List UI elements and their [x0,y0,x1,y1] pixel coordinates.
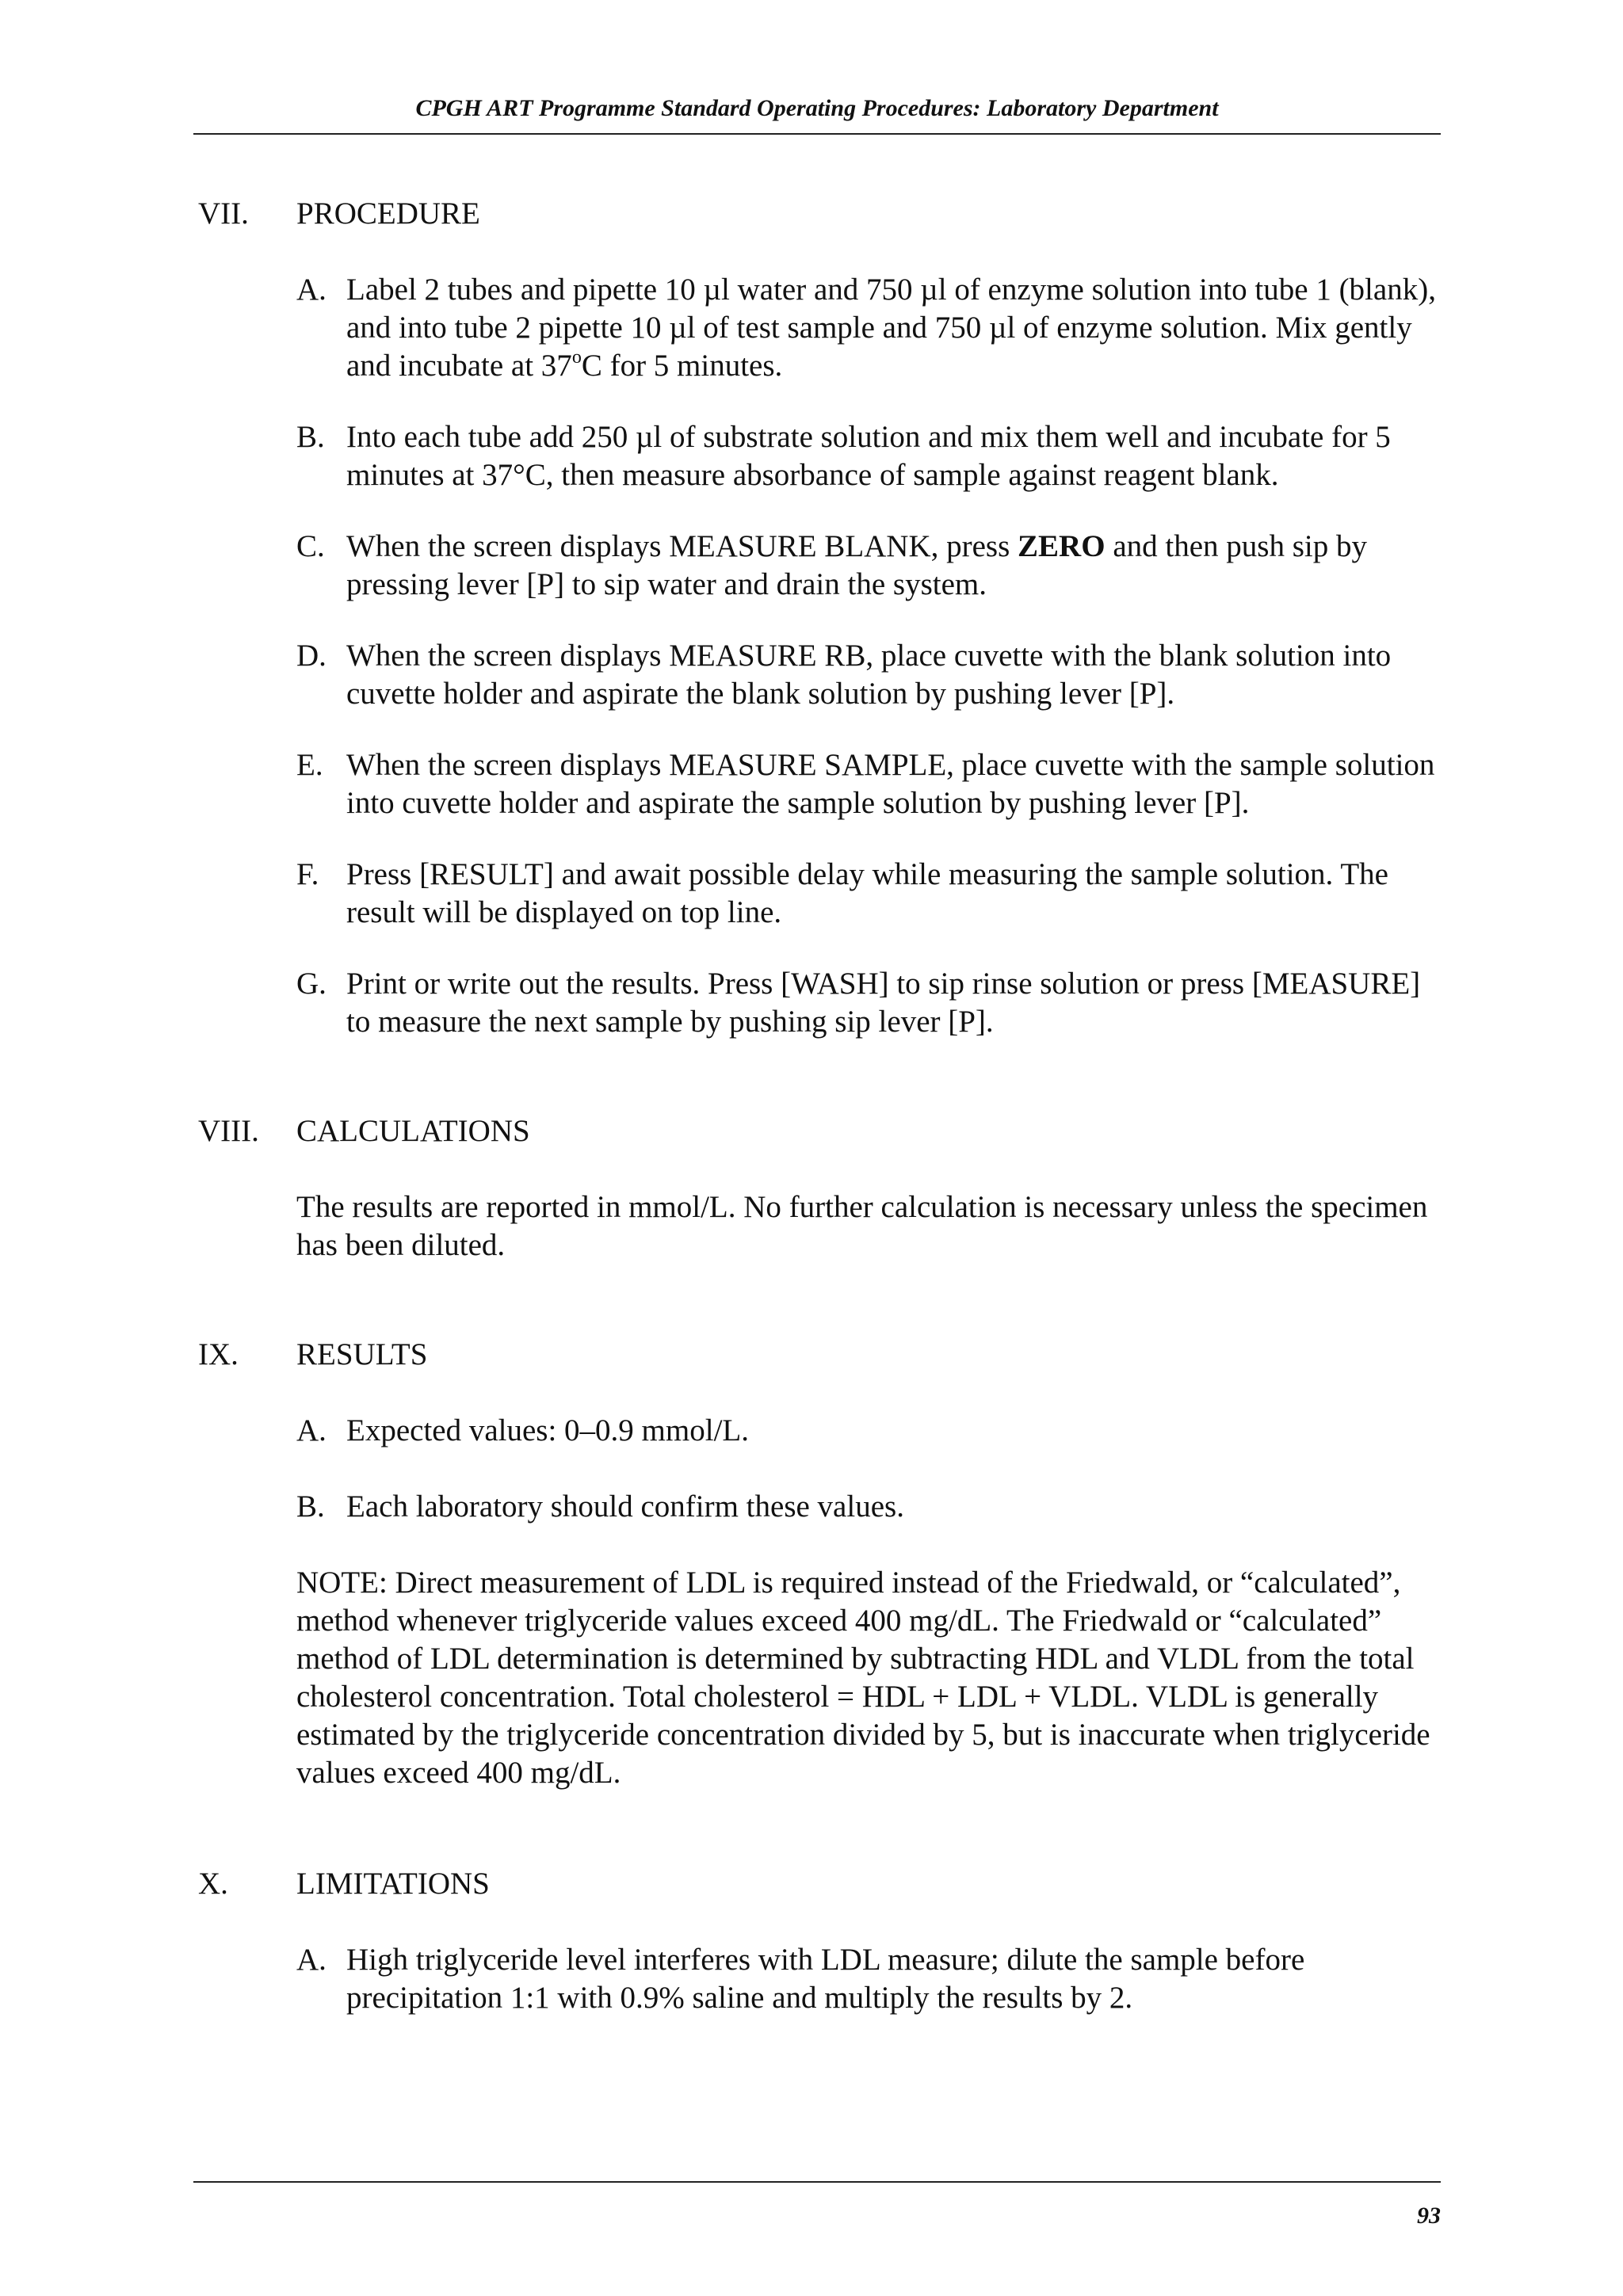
section-heading [198,1865,1450,1903]
step-text-part: When the screen displays MEASURE BLANK, press [346,529,1018,563]
step-letter: C. [296,529,325,563]
section-calculations [198,1112,1450,1264]
step-text [346,271,1450,385]
step-text [346,528,1450,604]
results-note: NOTE: Direct measurement of LDL is required instead of the Friedwald, or “calculated”, method whenever triglyceride values exceed 400 mg/dL. The Friedwald or “calculated” method of LDL determination is determined by subtracting HDL and VLDL from the total cholesterol concentration. Total cholesterol = HDL + LDL + VLDL. VLDL is generally estimated by the triglyceride concentration divided by 5, but is inaccurate when triglyceride values exceed 400 mg/dL. [296,1566,1430,1790]
item-text: High triglyceride level interferes with LDL measure; dilute the sample before precipitation 1:1 with 0.9% saline and multiply the results by 2. [346,1943,1305,2015]
section-title: RESULTS [296,1337,428,1371]
step-letter: F. [296,857,319,891]
section-results [198,1336,1450,1792]
step-text-part: Label 2 tubes and pipette 10 µl water and 750 µl of enzyme solution into tube 1 (blank), and into tube 2 pipette 10 µl of test sample and 750 µl of enzyme solution. Mix gently and incubate at 37 [346,273,1436,383]
step-letter: E. [296,748,323,782]
item-text: Expected values: 0–0.9 mmol/L. [346,1413,749,1447]
section-limitations [198,1865,1450,2017]
step-text: Press [RESULT] and await possible delay while measuring the sample solution. The result will be displayed on top line. [346,857,1388,929]
step-letter: G. [296,967,327,1001]
footer-divider [193,2181,1441,2183]
procedure-step-e [296,746,1450,822]
page-body [198,195,1450,2017]
procedure-step-d [296,637,1450,713]
limitations-item-a [296,1941,1450,2017]
step-text: When the screen displays MEASURE SAMPLE, place cuvette with the sample solution into cuvette holder and aspirate the sample solution by pushing lever [P]. [346,748,1435,820]
procedure-step-c [296,528,1450,604]
item-letter: A. [296,1943,327,1977]
step-text: Print or write out the results. Press [WASH] to sip rinse solution or press [MEASURE] to measure the next sample by pushing sip lever [P]. [346,967,1421,1039]
section-title: LIMITATIONS [296,1867,490,1901]
zero-key-label: ZERO [1018,529,1106,563]
step-letter: A. [296,273,327,307]
section-title: PROCEDURE [296,196,480,231]
section-number: IX. [198,1337,239,1371]
section-title: CALCULATIONS [296,1114,530,1148]
section-heading [198,1336,1450,1374]
results-item-a [296,1412,1450,1450]
procedure-step-f [296,856,1450,932]
calculations-text: The results are reported in mmol/L. No further calculation is necessary unless the specimen has been diluted. [296,1190,1428,1262]
procedure-step-b [296,418,1450,494]
step-letter: B. [296,420,325,454]
section-number: VIII. [198,1114,259,1148]
step-text: When the screen displays MEASURE RB, place cuvette with the blank solution into cuvette holder and aspirate the blank solution by pushing lever [P]. [346,639,1392,711]
step-letter: D. [296,639,327,673]
header-divider [193,133,1441,135]
section-number: VII. [198,196,249,231]
procedure-step-a [296,271,1450,385]
item-letter: B. [296,1489,325,1524]
step-text-part: C for 5 minutes. [581,349,783,383]
item-text: Each laboratory should confirm these values. [346,1489,904,1524]
step-text-part: and then push sip by pressing lever [P] to sip water and drain the system. [346,529,1367,601]
section-heading [198,1112,1450,1150]
running-header: CPGH ART Programme Standard Operating Procedures: Laboratory Department [415,95,1219,121]
page-number: 93 [1417,2203,1441,2229]
item-letter: A. [296,1413,327,1447]
degree-superscript: o [571,347,582,368]
procedure-step-g [296,965,1450,1041]
results-item-b [296,1488,1450,1526]
step-text: Into each tube add 250 µl of substrate solution and mix them well and incubate for 5 minutes at 37°C, then measure absorbance of sample against reagent blank. [346,420,1391,492]
section-procedure [198,195,1450,1041]
section-number: X. [198,1867,228,1901]
section-heading [198,195,1450,233]
